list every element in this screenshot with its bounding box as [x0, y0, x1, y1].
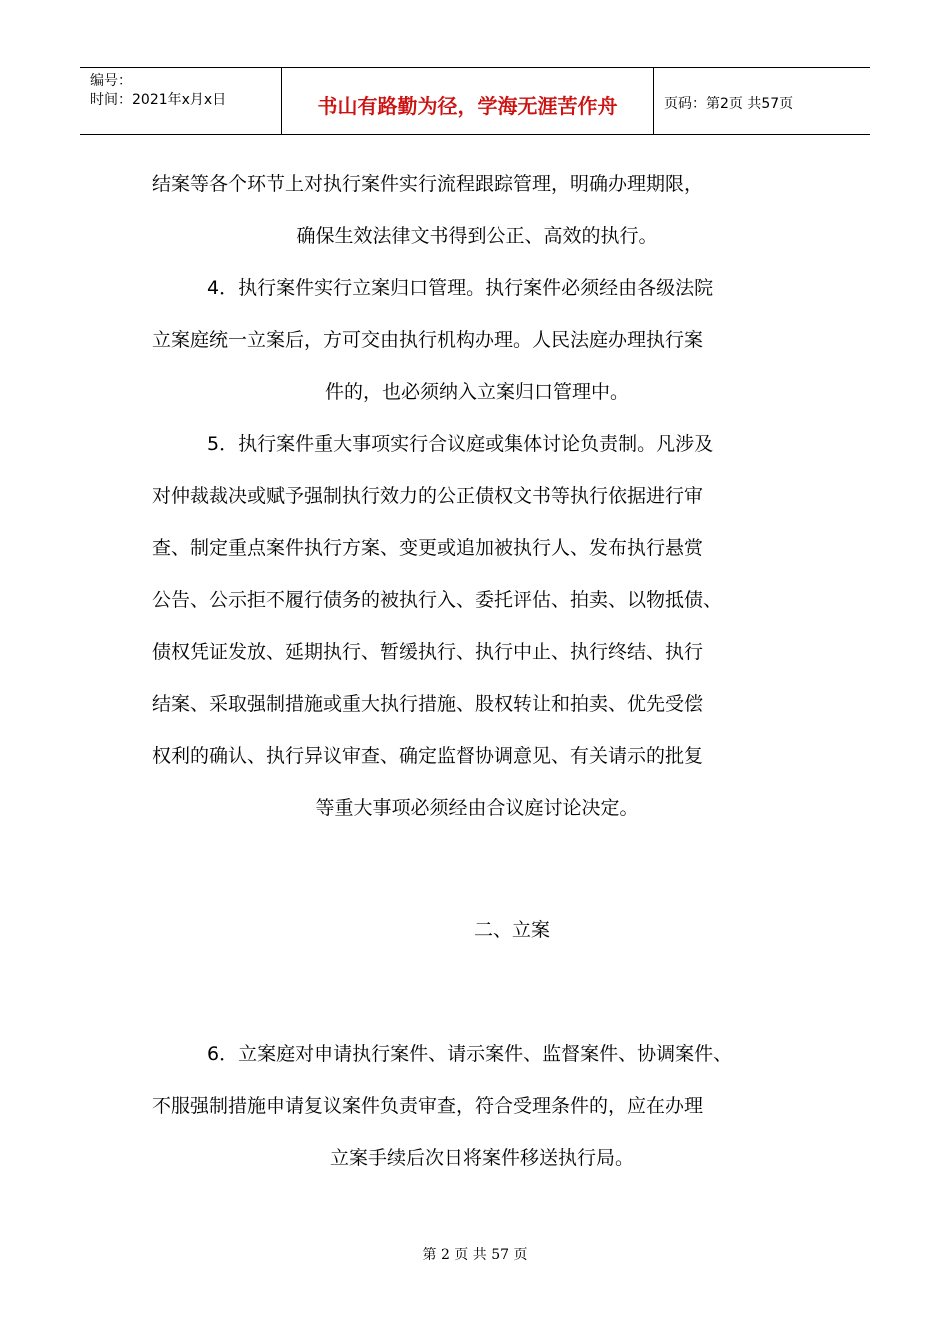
text-line: 结案等各个环节上对执行案件实行流程跟踪管理，明确办理期限， — [152, 173, 704, 195]
header-page-info: 页码：第2页 共57页 — [664, 96, 794, 112]
text-line: 债权凭证发放、延期执行、暂缓执行、执行中止、执行终结、执行 — [152, 641, 704, 663]
page-footer: 第 2 页 共 57 页 — [422, 1247, 528, 1263]
body-text — [152, 158, 802, 834]
text-line: 结案、采取强制措施或重大执行措施、股权转让和拍卖、优先受偿 — [152, 693, 704, 715]
text-line: 件的，也必须纳入立案归口管理中。 — [324, 381, 629, 403]
document-time: 时间：2021年x月x日 — [90, 92, 227, 108]
document-number: 编号： — [90, 73, 132, 89]
header-meta — [80, 68, 282, 134]
text-line: 立案庭统一立案后，方可交由执行机构办理。人民法庭办理执行案 — [152, 329, 704, 351]
text-line: 对仲裁裁决或赋予强制执行效力的公正债权文书等执行依据进行审 — [152, 485, 704, 507]
text-line: 确保生效法律文书得到公正、高效的执行。 — [296, 225, 658, 247]
text-line: 5．执行案件重大事项实行合议庭或集体讨论负责制。凡涉及 — [207, 433, 714, 455]
text-line: 查、制定重点案件执行方案、变更或追加被执行人、发布执行悬赏 — [152, 537, 704, 559]
section-heading: 二、立案 — [473, 919, 550, 941]
text-line: 4．执行案件实行立案归口管理。执行案件必须经由各级法院 — [207, 277, 714, 299]
text-line: 等重大事项必须经由合议庭讨论决定。 — [315, 797, 639, 819]
text-line: 6．立案庭对申请执行案件、请示案件、监督案件、协调案件、 — [207, 1043, 733, 1065]
section-body — [152, 1028, 812, 1184]
text-line: 权利的确认、执行异议审查、确定监督协调意见、有关请示的批复 — [152, 745, 704, 767]
text-line: 立案手续后次日将案件移送执行局。 — [329, 1147, 634, 1169]
page-header — [80, 67, 870, 135]
header-motto: 书山有路勤为径，学海无涯苦作舟 — [282, 68, 654, 134]
text-line: 不服强制措施申请复议案件负责审查，符合受理条件的，应在办理 — [152, 1095, 704, 1117]
text-line: 公告、公示拒不履行债务的被执行入、委托评估、拍卖、以物抵债、 — [152, 589, 723, 611]
